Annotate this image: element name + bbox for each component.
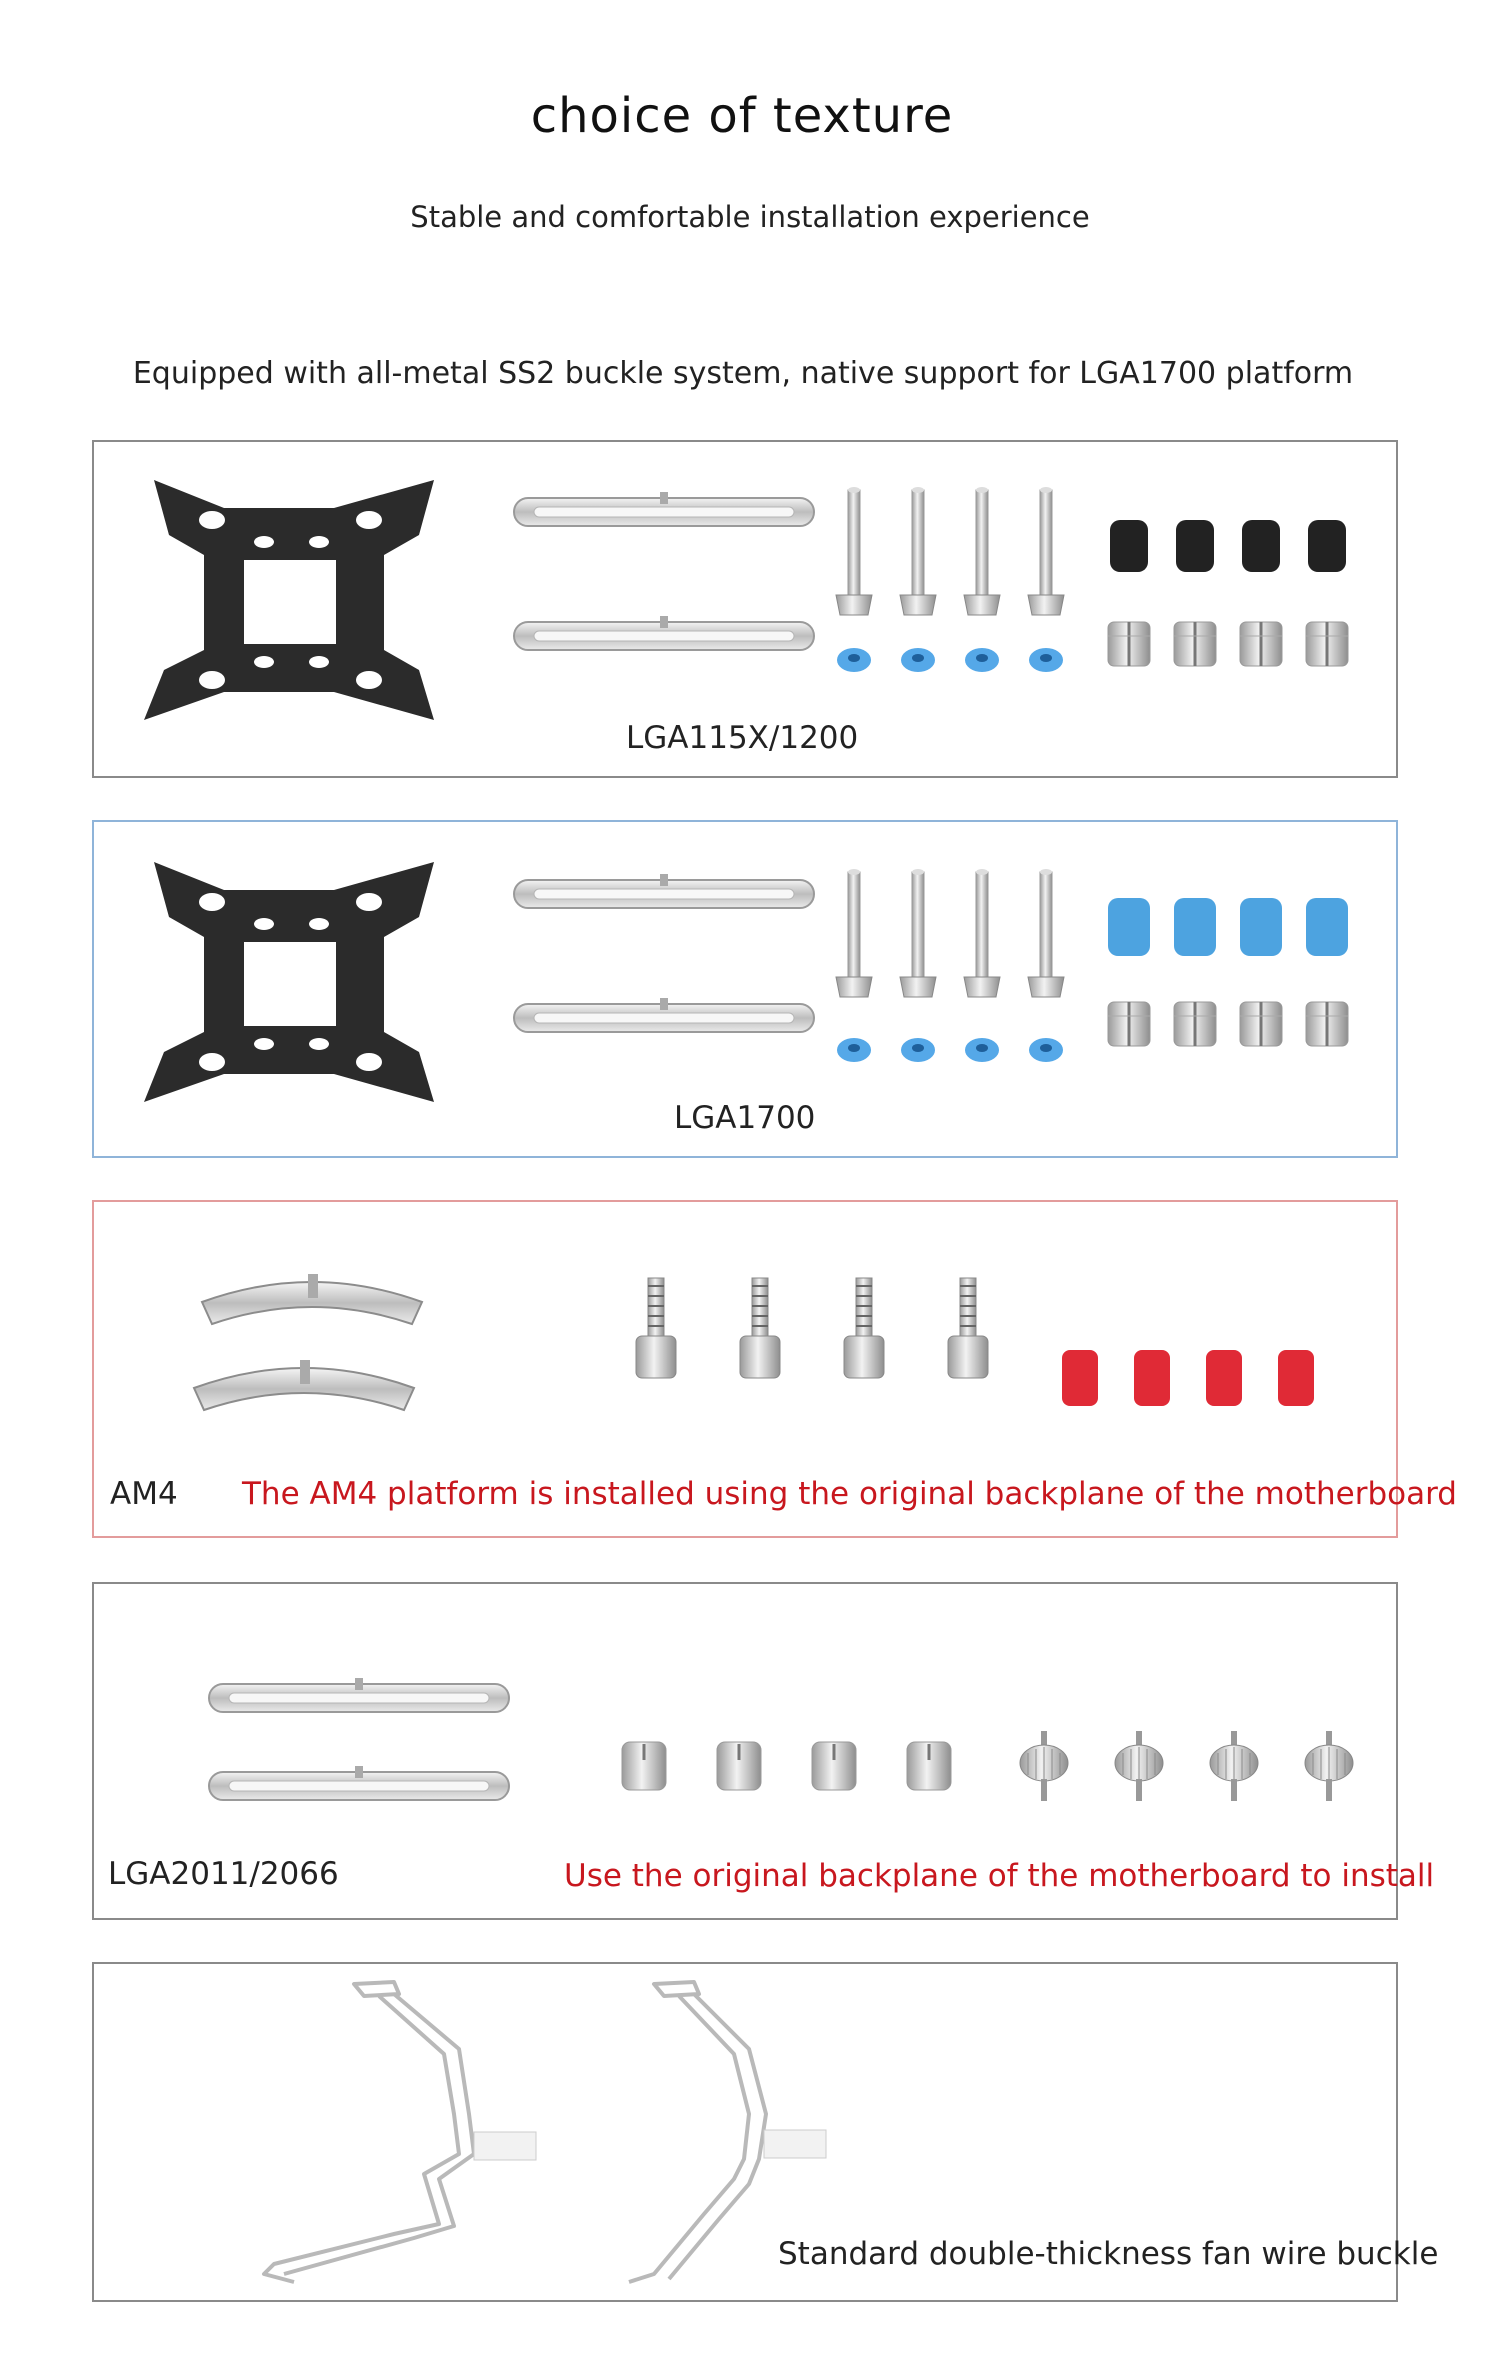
screw-image [964,487,1000,615]
fan-clip-tag [474,2132,536,2160]
mounting-bar-image [194,1360,414,1410]
mounting-bar-image [514,492,814,526]
screw-image [1028,487,1064,615]
platform-label: LGA1700 [674,1100,816,1136]
kit-panel-am4 [92,1200,1457,1538]
kit-panel-lga1700 [92,820,1398,1158]
support-headline: Equipped with all-metal SS2 buckle system, native support for LGA1700 platform [132,356,1354,391]
nut-image [1108,1002,1150,1046]
screw-image [1028,869,1064,997]
standoff-image [948,1278,988,1378]
backplate-image [144,862,434,1102]
standoff-image [740,1278,780,1378]
spacer-image [1278,1350,1314,1406]
washer-image [1029,1038,1063,1062]
nut-image [1240,1002,1282,1046]
fan-clip-tag [764,2130,826,2158]
fan-clip-image [264,1982,474,2282]
washer-image [965,1038,999,1062]
spacer-image [1306,898,1348,956]
washer-image [837,1038,871,1062]
washer-image [965,648,999,672]
mounting-bar-image [514,874,814,908]
kit-panel-fan-clips [92,1962,1439,2302]
nut-image [1240,622,1282,666]
screw-image [964,869,1000,997]
knurled-screw-image [1305,1731,1353,1801]
spacer-image [1110,520,1148,572]
nut-image [1174,1002,1216,1046]
knurled-screw-image [1210,1731,1258,1801]
screw-image [900,487,936,615]
nut-image [1108,622,1150,666]
spacer-image [1206,1350,1242,1406]
spacer-image [1134,1350,1170,1406]
spacer-image [1176,520,1214,572]
page-subtitle: Stable and comfortable installation experience [410,200,1090,234]
screw-image [900,869,936,997]
platform-label: AM4 [110,1476,178,1512]
spacer-image [1308,520,1346,572]
platform-note: Use the original backplane of the motherboard to install [564,1858,1435,1894]
kit-panel-lga115x [92,440,1398,778]
nut-image [1306,1002,1348,1046]
mounting-bar-image [202,1274,422,1324]
thumb-nut-image [717,1742,761,1790]
washer-image [837,648,871,672]
standoff-image [844,1278,884,1378]
kit-panel-lga2011 [92,1582,1435,1920]
standoff-image [636,1278,676,1378]
nut-image [1174,622,1216,666]
screw-image [836,869,872,997]
spacer-image [1062,1350,1098,1406]
platform-note: The AM4 platform is installed using the original backplane of the motherboard [242,1476,1457,1512]
spacer-image [1242,520,1280,572]
spacer-image [1108,898,1150,956]
washer-image [901,648,935,672]
mounting-bar-image [514,998,814,1032]
platform-label: LGA115X/1200 [626,720,859,756]
knurled-screw-image [1020,1731,1068,1801]
mounting-bar-image [514,616,814,650]
washer-image [1029,648,1063,672]
fan-clip-label: Standard double-thickness fan wire buckle [778,2236,1439,2272]
knurled-screw-image [1115,1731,1163,1801]
spacer-image [1174,898,1216,956]
thumb-nut-image [907,1742,951,1790]
thumb-nut-image [622,1742,666,1790]
page-title: choice of texture [530,88,954,144]
nut-image [1306,622,1348,666]
platform-label: LGA2011/2066 [108,1856,339,1892]
mounting-bar-image [209,1766,509,1800]
washer-image [901,1038,935,1062]
fan-clip-image [629,1982,766,2282]
mounting-bar-image [209,1678,509,1712]
backplate-image [144,480,434,720]
spacer-image [1240,898,1282,956]
thumb-nut-image [812,1742,856,1790]
screw-image [836,487,872,615]
